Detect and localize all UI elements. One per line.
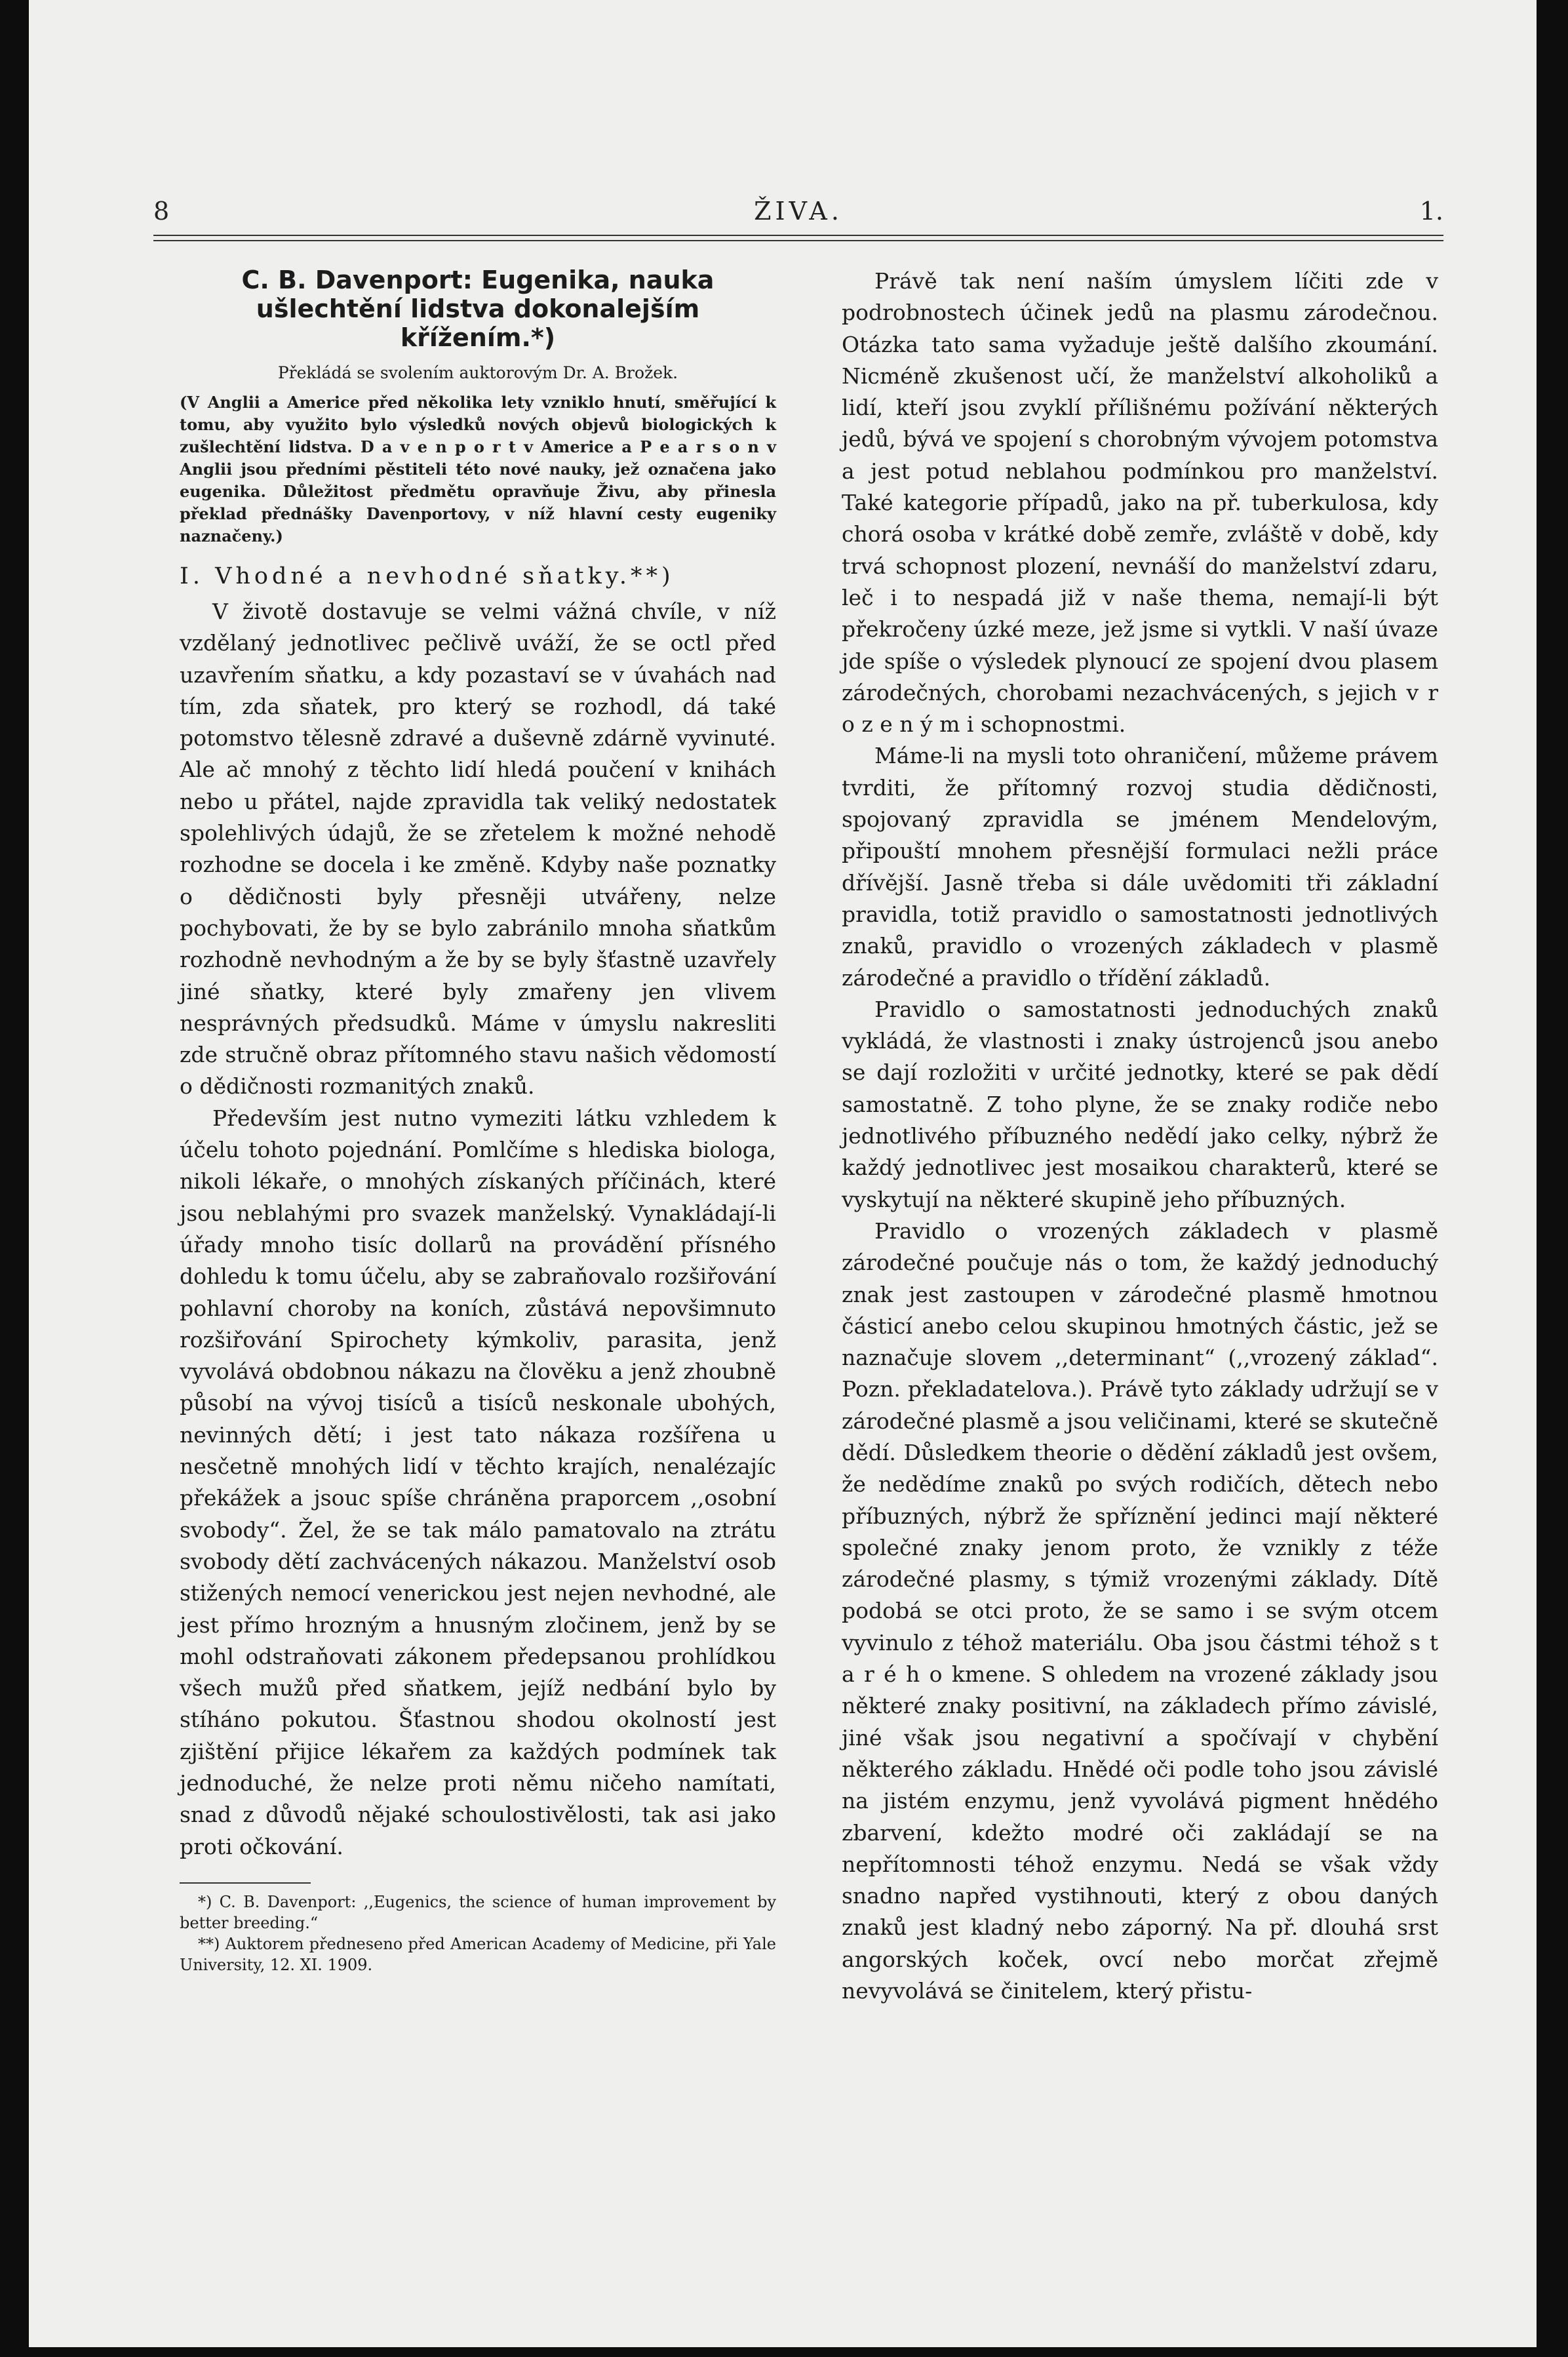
paragraph: Pravidlo o vrozených základech v plasmě zárodečné poučuje nás o tom, že každý jednoduchý znak jest zastoupen v zárodečné plasmě hmotnou částicí anebo celou skupinou hmotných částic, jež se naznačuje slovem ,,determinant“ (,,vrozený základ“. Pozn. překladatelova.). Právě tyto základy udržují se v zárodečné plasmě a jsou veličinami, které se skutečně dědí. Důsledkem theorie o dědění základů jest ovšem, že nedědíme znaků po svých rodičích, dětech nebo příbuzných, nýbrž že spříznění jedinci mají některé společné znaky jenom proto, že vznikly z téže zárodečné plasmy, s týmiž vrozenými základy. Dítě podobá se otci proto, že se samo i se svým otcem vyvinulo z téhož materiálu. Oba jsou částmi téhož s t a r é h o kmene. S ohledem na vrozené základy jsou některé znaky positivní, na základech přímo závislé, jiné však jsou negativní a spočívají v chybění některého základu. Hnědé oči podle toho jsou závislé na jistém enzymu, jenž vyvolává pigment hnědého zbarvení, kdežto modré oči zakládají se na nepřítomnosti téhož enzymu. Nedá se však vždy snadno napřed vystihnouti, který z obou daných znaků jest kladný nebo záporný. Na př. dlouhá srst angorských koček, ovcí nebo morčat zřejmě nevyvolává se činitelem, který přistu- (842, 1218, 1438, 2004)
page-sheet (29, 0, 1537, 2347)
paragraph: Pravidlo o samostatnosti jednoduchých znaků vykládá, že vlastnosti i znaky ústrojenců jsou anebo se dají rozložiti v určité jednotky, které se pak dědí samostatně. Z toho plyne, že se znaky rodiče nebo jednotlivého příbuzného nedědí jako celky, nýbrž že každý jednotlivec jest mosaikou charakterů, které se vyskytují na některé skupině jeho příbuzných. (842, 996, 1438, 1212)
page-number: 8 (153, 197, 170, 226)
article-title: C. B. Davenport: Eugenika, nauka ušlechtění lidstva dokonalejším křížením.*) (241, 266, 715, 352)
header-rule-bottom (153, 240, 1443, 241)
editor-note: (V Anglii a Americe před několika lety vzniklo hnutí, směřující k tomu, aby využito bylo výsledků nových objevů biologických k zušlechtění lidstva. D a v e n p o r t v Americe a P e a r s o n v Anglii jsou předními pěstiteli této nové nauky, jež označena jako eugenika. Důležitost předmětu opravňuje Živu, aby přinesla překlad přednášky Davenportovy, v níž hlavní cesty eugeniky naznačeny.) (180, 393, 776, 545)
issue-number: 1. (1419, 197, 1443, 226)
paragraph: Máme-li na mysli toto ohraničení, můžeme právem tvrditi, že přítomný rozvoj studia dědičnosti, spojovaný zpravidla se jménem Mendelovým, připouští mnohem přesnější formulaci nežli práce dřívější. Jasně třeba si dále uvědomiti tři základní pravidla, totiž pravidlo o samostatnosti jednotlivých znaků, pravidlo o vrozených základech v plasmě zárodečné a pravidlo o třídění základů. (842, 743, 1438, 991)
running-header (153, 197, 1443, 233)
footnote: *) C. B. Davenport: ,,Eugenics, the science of human improvement by better breeding.“ (180, 1892, 776, 1932)
section-heading: I. Vhodné a nevhodné sňatky.**) (180, 563, 675, 589)
paragraph: V životě dostavuje se velmi vážná chvíle, v níž vzdělaný jednotlivec pečlivě uváží, že se octl před uzavřením sňatku, a kdy pozastaví se v úvahách nad tím, zda sňatek, pro který se rozhodl, dá také potomstvo tělesně zdravé a duševně zdárně vyvinuté. Ale ač mnohý z těchto lidí hledá poučení v knihách nebo u přátel, najde zpravidla tak veliký nedostatek spolehlivých údajů, že se zřetelem k možné nehodě rozhodne se docela i ke změně. Kdyby naše poznatky o dědičnosti byly přesněji utvářeny, nelze pochybovati, že by se bylo zabránilo mnoha sňatkům rozhodně nevhodným a že by se byly šťastně uzavřely jiné sňatky, které byly zmařeny jen vlivem nesprávných předsudků. Máme v úmyslu nakresliti zde stručně obraz přítomného stavu našich vědomostí o dědičnosti rozmanitých znaků. (180, 599, 776, 1099)
left-column (180, 266, 776, 1975)
footnote-rule (180, 1882, 311, 1884)
journal-title: ŽIVA. (754, 197, 843, 226)
header-rule-top (153, 235, 1443, 236)
right-column (842, 266, 1438, 2007)
paragraph: Právě tak není naším úmyslem líčiti zde v podrobnostech účinek jedů na plasmu zárodečnou. Otázka tato sama vyžaduje ještě dalšího zkoumání. Nicméně zkušenost učí, že manželství alkoholiků a lidí, kteří jsou zvyklí přílišnému požívání některých jedů, bývá ve spojení s chorobným vývojem potomstva a jest potud neblahou podmínkou pro manželství. Také kategorie případů, jako na př. tuberkulosa, kdy chorá osoba v krátké době zemře, zvláště v době, kdy trvá schopnost plození, nevnáší do manželství zdaru, leč i to nespadá již v naše thema, nemají-li být překročeny úzké meze, jež jsme si vytkli. V naší úvaze jde spíše o výsledek plynoucí ze spojení dvou plasem zárodečných, chorobami nezachvácených, s jejich v r o z e n ý m i schopnostmi. (842, 268, 1438, 738)
translator-line: Překládá se svolením auktorovým Dr. A. Brožek. (277, 363, 678, 382)
paragraph: Především jest nutno vymeziti látku vzhledem k účelu tohoto pojednání. Pomlčíme s hlediska biologa, nikoli lékaře, o mnohých získaných příčinách, které jsou neblahými pro svazek manželský. Vynakládají-li úřady mnoho tisíc dollarů na provádění přísného dohledu k tomu účelu, aby se zabraňovalo rozšiřování pohlavní choroby na koních, zůstává nepovšimnuto rozšiřování Spirochety kýmkoliv, parasita, jenž vyvolává obdobnou nákazu na člověku a jenž zhoubně působí na vývoj tisíců a tisíců neskonale ubohých, nevinných dětí; i jest tato nákaza rozšířena u nesčetně mnohých lidí v těchto krajích, nenalézajíc překážek a jsouc spíše chráněna praporcem ,,osobní svobody“. Žel, že se tak málo pamatovalo na ztrátu svobody dětí zachvácených nákazou. Manželství osob stižených nemocí venerickou jest nejen nevhodné, ale jest přímo hrozným a hnusným zločinem, jenž by se mohl odstraňovati zákonem předepsanou prohlídkou všech mužů před sňatkem, jejíž nedbání bylo by stíháno pokutou. Šťastnou shodou okolností jest zjištění přijice lékařem za každých podmínek tak jednoduché, že nelze proti němu ničeho namítati, snad z důvodů nějaké schoulostivělosti, tak asi jako proti očkování. (180, 1105, 776, 1859)
footnote: **) Auktorem předneseno před American Academy of Medicine, při Yale University, 12. XI. 1909. (180, 1934, 776, 1974)
